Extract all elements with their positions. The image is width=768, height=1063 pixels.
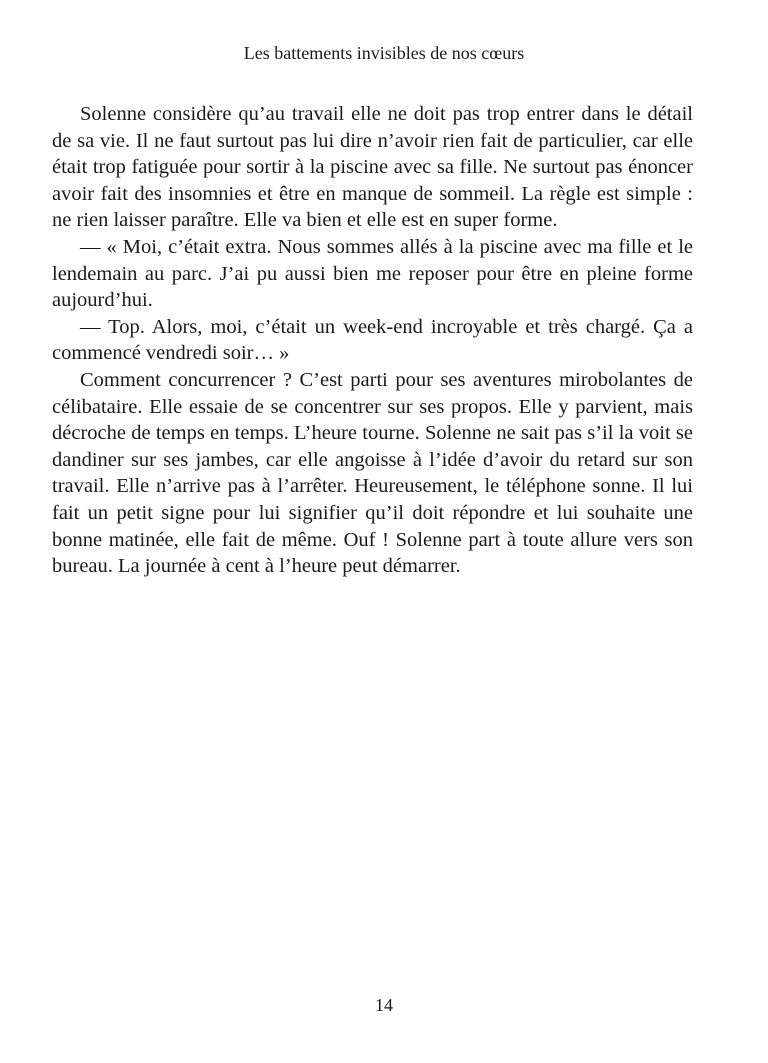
paragraph: — Top. Alors, moi, c’était un week-end incroyable et très chargé. Ça a commencé vendredi soir… » [52, 315, 693, 365]
paragraph: Comment concurrencer ? C’est parti pour ses aventures mirobolantes de célibataire. Elle essaie de se concentrer sur ses propos. Elle y parvient, mais décroche de temps en temps. L’heure tourne. Solenne ne sait pas s’il la voit se dandiner sur ses jambes, car elle angoisse à l’idée d’avoir du retard sur son travail. Elle n’arrive pas à l’arrêter. Heureusement, le téléphone sonne. Il lui fait un petit signe pour lui signifier qu’il doit répondre et lui souhaite une bonne matinée, elle fait de même. Ouf ! Solenne part à toute allure vers son bureau. La journée à cent à l’heure peut démarrer. [52, 368, 693, 578]
paragraph: — « Moi, c’était extra. Nous sommes allés à la piscine avec ma fille et le lendemain au parc. J’ai pu aussi bien me reposer pour être en pleine forme aujourd’hui. [52, 235, 693, 312]
paragraph: Solenne considère qu’au travail elle ne doit pas trop entrer dans le détail de sa vie. Il ne faut surtout pas lui dire n’avoir rien fait de particulier, car elle était trop fatiguée pour sortir à la piscine avec sa fille. Ne surtout pas énoncer avoir fait des insomnies et être en manque de sommeil. La règle est simple : ne rien laisser paraître. Elle va bien et elle est en super forme. [52, 103, 693, 232]
running-header-title: Les battements invisibles de nos cœurs [243, 43, 525, 63]
page-number: 14 [375, 995, 393, 1015]
body-text [52, 101, 693, 580]
